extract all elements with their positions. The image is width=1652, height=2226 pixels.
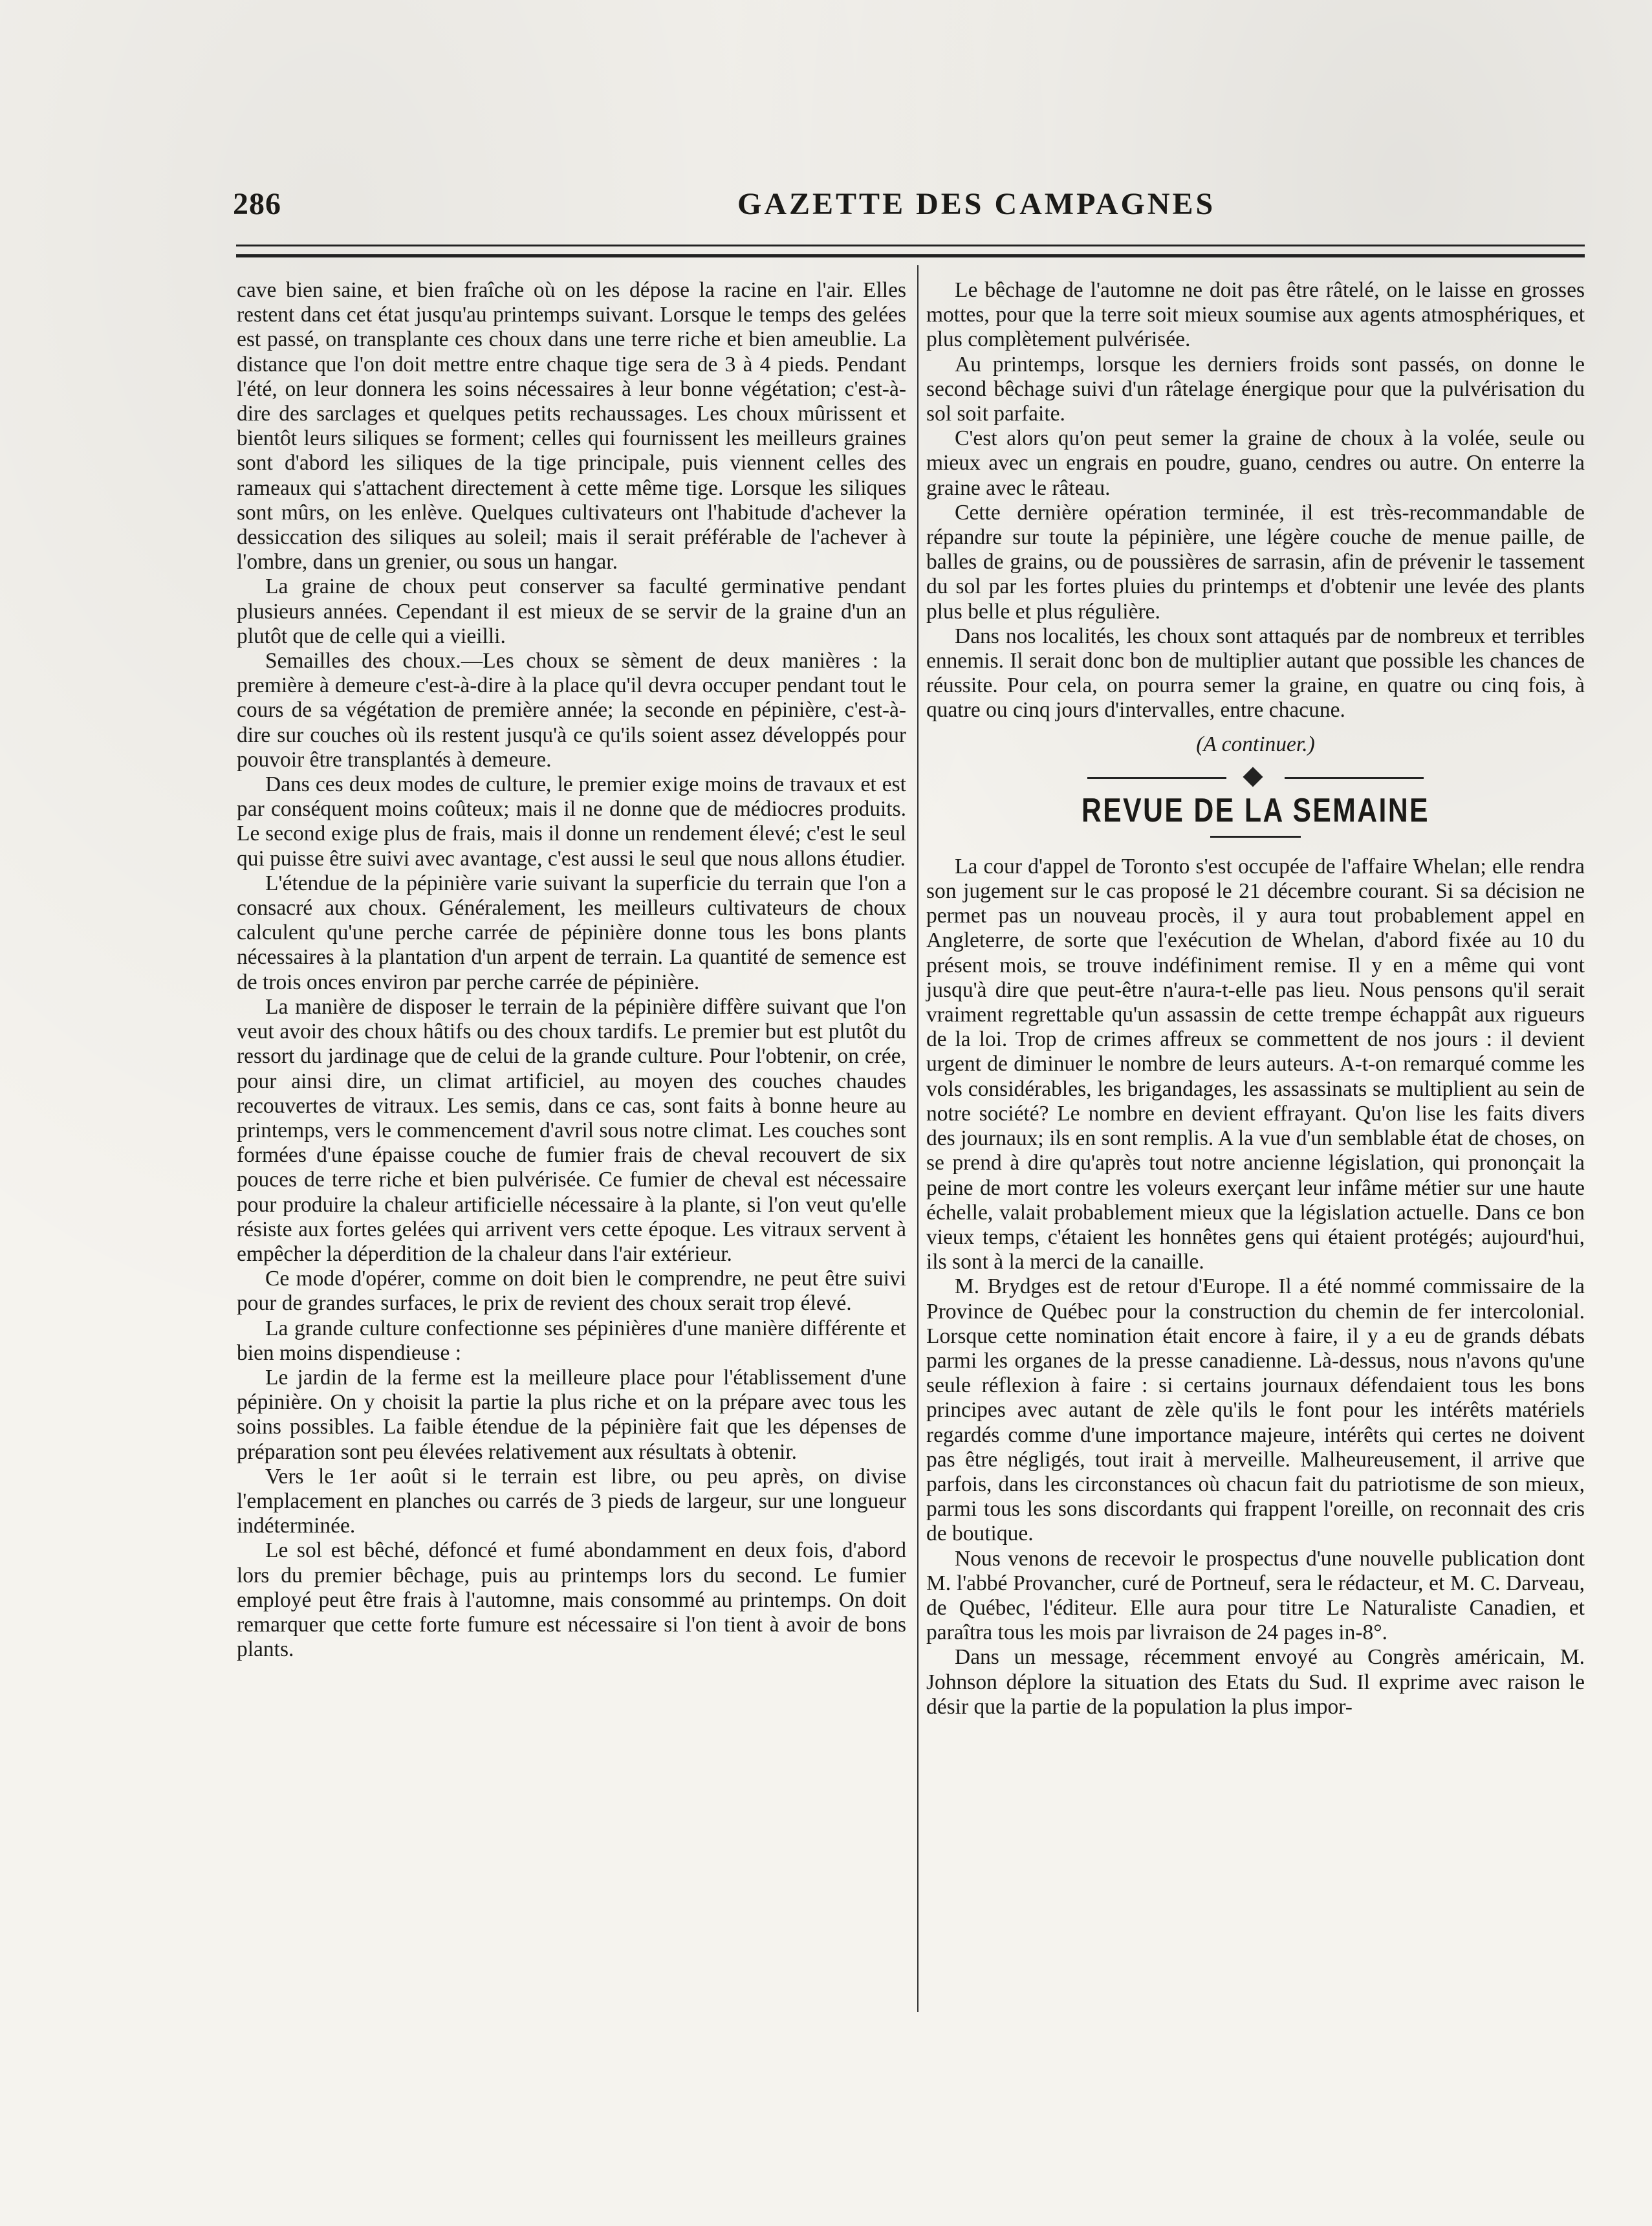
page-header xyxy=(233,186,1585,225)
paragraph: Le jardin de la ferme est la meilleure place pour l'établissement d'une pépinière. On y choisit la partie la plus riche et on la prépare avec tous les soins possibles. La faible étendue de la pépinière fait que les dépenses de préparation sont peu élevées relativement aux résultats à obtenir. xyxy=(237,1365,906,1464)
paragraph: Au printemps, lorsque les derniers froids sont passés, on donne le second bêchage suivi d'un râtelage énergique pour que la pulvérisation du sol soit parfaite. xyxy=(926,352,1585,426)
ornament-line xyxy=(1285,777,1424,779)
section-title: REVUE DE LA SEMAINE xyxy=(1081,791,1429,829)
continuation-note: (A continuer.) xyxy=(1196,732,1315,756)
column-divider xyxy=(917,265,919,2012)
ornamental-divider xyxy=(1087,770,1424,785)
paragraph: Cette dernière opération terminée, il est très-recommandable de répandre sur toute la pépinière, une légère couche de menue paille, de balles de grains, ou de poussières de sarrasin, afin de prévenir le tassement du sol par les fortes pluies du printemps et d'obtenir une levée des plants plus belle et plus régulière. xyxy=(926,500,1585,624)
paragraph: Dans nos localités, les choux sont attaqués par de nombreux et terribles ennemis. Il serait donc bon de multiplier autant que possible les chances de réussite. Pour cela, on pourra semer la graine, en quatre ou cinq fois, à quatre ou cinq jours d'intervalles, entre chacune. xyxy=(926,624,1585,723)
paragraph: La grande culture confectionne ses pépinières d'une manière différente et bien moins dispendieuse : xyxy=(237,1316,906,1365)
paragraph: Semailles des choux.—Les choux se sèment de deux manières : la première à demeure c'est-à-dire à la place qu'il devra occuper pendant tout le cours de sa végétation de première année; la seconde en pépinière, c'est-à-dire sur couches où ils restent jusqu'à ce qu'ils soient assez développés pour pouvoir être transplantés à demeure. xyxy=(237,649,906,772)
page-number: 286 xyxy=(233,187,281,221)
paragraph: La manière de disposer le terrain de la pépinière diffère suivant que l'on veut avoir des choux hâtifs ou des choux tardifs. Le premier but est plutôt du ressort du jardinage que de celui de la grande culture. Pour l'obtenir, on crée, pour ainsi dire, un climat artificiel, au moyen des couches chaudes recouvertes de vitraux. Les semis, dans ce cas, sont faits à bonne heure au printemps, vers le commencement d'avril sous notre climat. Les couches sont formées d'une épaisse couche de fumier frais de cheval recouvert de six pouces de terre riche et bien pulvérisée. Ce fumier de cheval est nécessaire pour produire la chaleur artificielle nécessaire à la plante, si l'on veut qu'elle résiste aux fortes gelées qui arrivent vers cette époque. Les vitraux servent à empêcher la déperdition de la chaleur dans l'air extérieur. xyxy=(237,994,906,1266)
right-column xyxy=(926,278,1585,1719)
paragraph: Le sol est bêché, défoncé et fumé abondamment en deux fois, d'abord lors du premier bêchage, puis au printemps lors du second. Le fumier employé peut être frais à l'automne, mais consommé au printemps. On doit remarquer que cette forte fumure est nécessaire si l'on tient à avoir de bons plants. xyxy=(237,1538,906,1662)
paragraph: Ce mode d'opérer, comme on doit bien le comprendre, ne peut être suivi pour de grandes surfaces, le prix de revient des choux serait trop élevé. xyxy=(237,1267,906,1316)
paragraph: Le bêchage de l'automne ne doit pas être râtelé, on le laisse en grosses mottes, pour que la terre soit mieux soumise aux agents atmosphériques, et plus complètement pulvérisée. xyxy=(926,278,1585,352)
paragraph: Dans un message, récemment envoyé au Congrès américain, M. Johnson déplore la situation des Etats du Sud. Il exprime avec raison le désir que la partie de la population la plus impor- xyxy=(926,1645,1585,1719)
left-column xyxy=(237,278,906,1662)
ornament-line xyxy=(1087,777,1226,779)
paragraph: Vers le 1er août si le terrain est libre, ou peu après, on divise l'emplacement en planches ou carrés de 3 pieds de largeur, sur une longueur indéterminée. xyxy=(237,1464,906,1538)
paragraph: Nous venons de recevoir le prospectus d'une nouvelle publication dont M. l'abbé Provancher, curé de Portneuf, sera le rédacteur, et M. C. Darveau, de Québec, l'éditeur. Elle aura pour titre Le Naturaliste Canadien, et paraîtra tous les mois par livraison de 24 pages in-8°. xyxy=(926,1546,1585,1645)
header-rule xyxy=(236,245,1585,257)
section-rule xyxy=(1210,836,1301,838)
paragraph: Dans ces deux modes de culture, le premier exige moins de travaux et est par conséquent moins coûteux; mais il ne donne que de médiocres produits. Le second exige plus de frais, mais il donne un rendement élevé; c'est le seul qui puisse être suivi avec avantage, c'est aussi le seul que nous allons étudier. xyxy=(237,772,906,871)
paragraph: L'étendue de la pépinière varie suivant la superficie du terrain que l'on a consacré aux choux. Généralement, les meilleurs cultivateurs de choux calculent qu'une perche carrée de pépinière donne tous les bons plants nécessaires à la plantation d'un arpent de terrain. La quantité de semence est de trois onces environ par perche carrée de pépinière. xyxy=(237,871,906,994)
running-title: GAZETTE DES CAMPAGNES xyxy=(737,187,1216,221)
paragraph: M. Brydges est de retour d'Europe. Il a été nommé commissaire de la Province de Québec pour la construction du chemin de fer intercolonial. Lorsque cette nomination était encore à faire, il y a eu de grands débats parmi les organes de la presse canadienne. Là-dessus, nous n'avons qu'une seule réflexion à faire : si certains journaux défendaient tous les bons principes avec autant de zèle qu'ils le font pour les intérêts matériels regardés comme d'une importance majeure, intérêts qui certes ne doivent pas être négligés, tout irait à merveille. Malheureusement, il arrive que parfois, dans les circonstances où chacun fait du patriotisme de son mieux, parmi tous les sons discordants qui frappent l'oreille, on reconnait des cris de boutique. xyxy=(926,1274,1585,1546)
paragraph: La cour d'appel de Toronto s'est occupée de l'affaire Whelan; elle rendra son jugement sur le cas proposé le 21 décembre courant. Si sa décision ne permet pas un nouveau procès, il y aura tout probablement appel en Angleterre, de sorte que l'exécution de Whelan, d'abord fixée au 10 du présent mois, se trouve indéfiniment remise. Il y en a même qui vont jusqu'à dire que peut-être n'aura-t-elle pas lieu. Nous pensons qu'il serait vraiment regrettable qu'un assassin de cette trempe échappât aux rigueurs de la loi. Trop de crimes affreux se commettent de nos jours : il devient urgent de diminuer le nombre de leurs auteurs. A-t-on remarqué comme les vols considérables, les brigandages, les assassinats se multiplient au sein de notre société? Le nombre en devient effrayant. Qu'on lise les faits divers des journaux; ils en sont remplis. A la vue d'un semblable état de choses, on se prend à dire qu'après tout notre ancienne législation, qui prononçait la peine de mort contre les voleurs exerçant leur infâme métier sur une haute échelle, valait probablement mieux que la législation actuelle. Dans ce bon vieux temps, c'étaient les honnêtes gens qui étaient protégés; aujourd'hui, ils sont à la merci de la canaille. xyxy=(926,854,1585,1274)
paragraph: La graine de choux peut conserver sa faculté germinative pendant plusieurs années. Cependant il est mieux de se servir de la graine d'un an plutôt que de celle qui a vieilli. xyxy=(237,574,906,648)
diamond-ornament-icon xyxy=(1243,767,1263,787)
paragraph: C'est alors qu'on peut semer la graine de choux à la volée, seule ou mieux avec un engrais en poudre, guano, cendres ou autre. On enterre la graine avec le râteau. xyxy=(926,426,1585,500)
paragraph: cave bien saine, et bien fraîche où on les dépose la racine en l'air. Elles restent dans cet état jusqu'au printemps suivant. Lorsque le temps des gelées est passé, on transplante ces choux dans une terre riche et bien ameublie. La distance que l'on doit mettre entre chaque tige sera de 3 à 4 pieds. Pendant l'été, on leur donnera les soins nécessaires à leur bonne végétation; c'est-à-dire des sarclages et quelques petits rechaussages. Les choux mûrissent et bientôt leurs siliques se forment; celles qui fournissent les meilleurs graines sont d'abord les siliques de la tige principale, puis viennent celles des rameaux qui s'attachent directement à cette même tige. Lorsque les siliques sont mûrs, on les enlève. Quelques cultivateurs ont l'habitude d'achever la dessiccation des siliques au soleil; mais il serait préférable de l'achever à l'ombre, dans un grenier, ou sous un hangar. xyxy=(237,278,906,574)
